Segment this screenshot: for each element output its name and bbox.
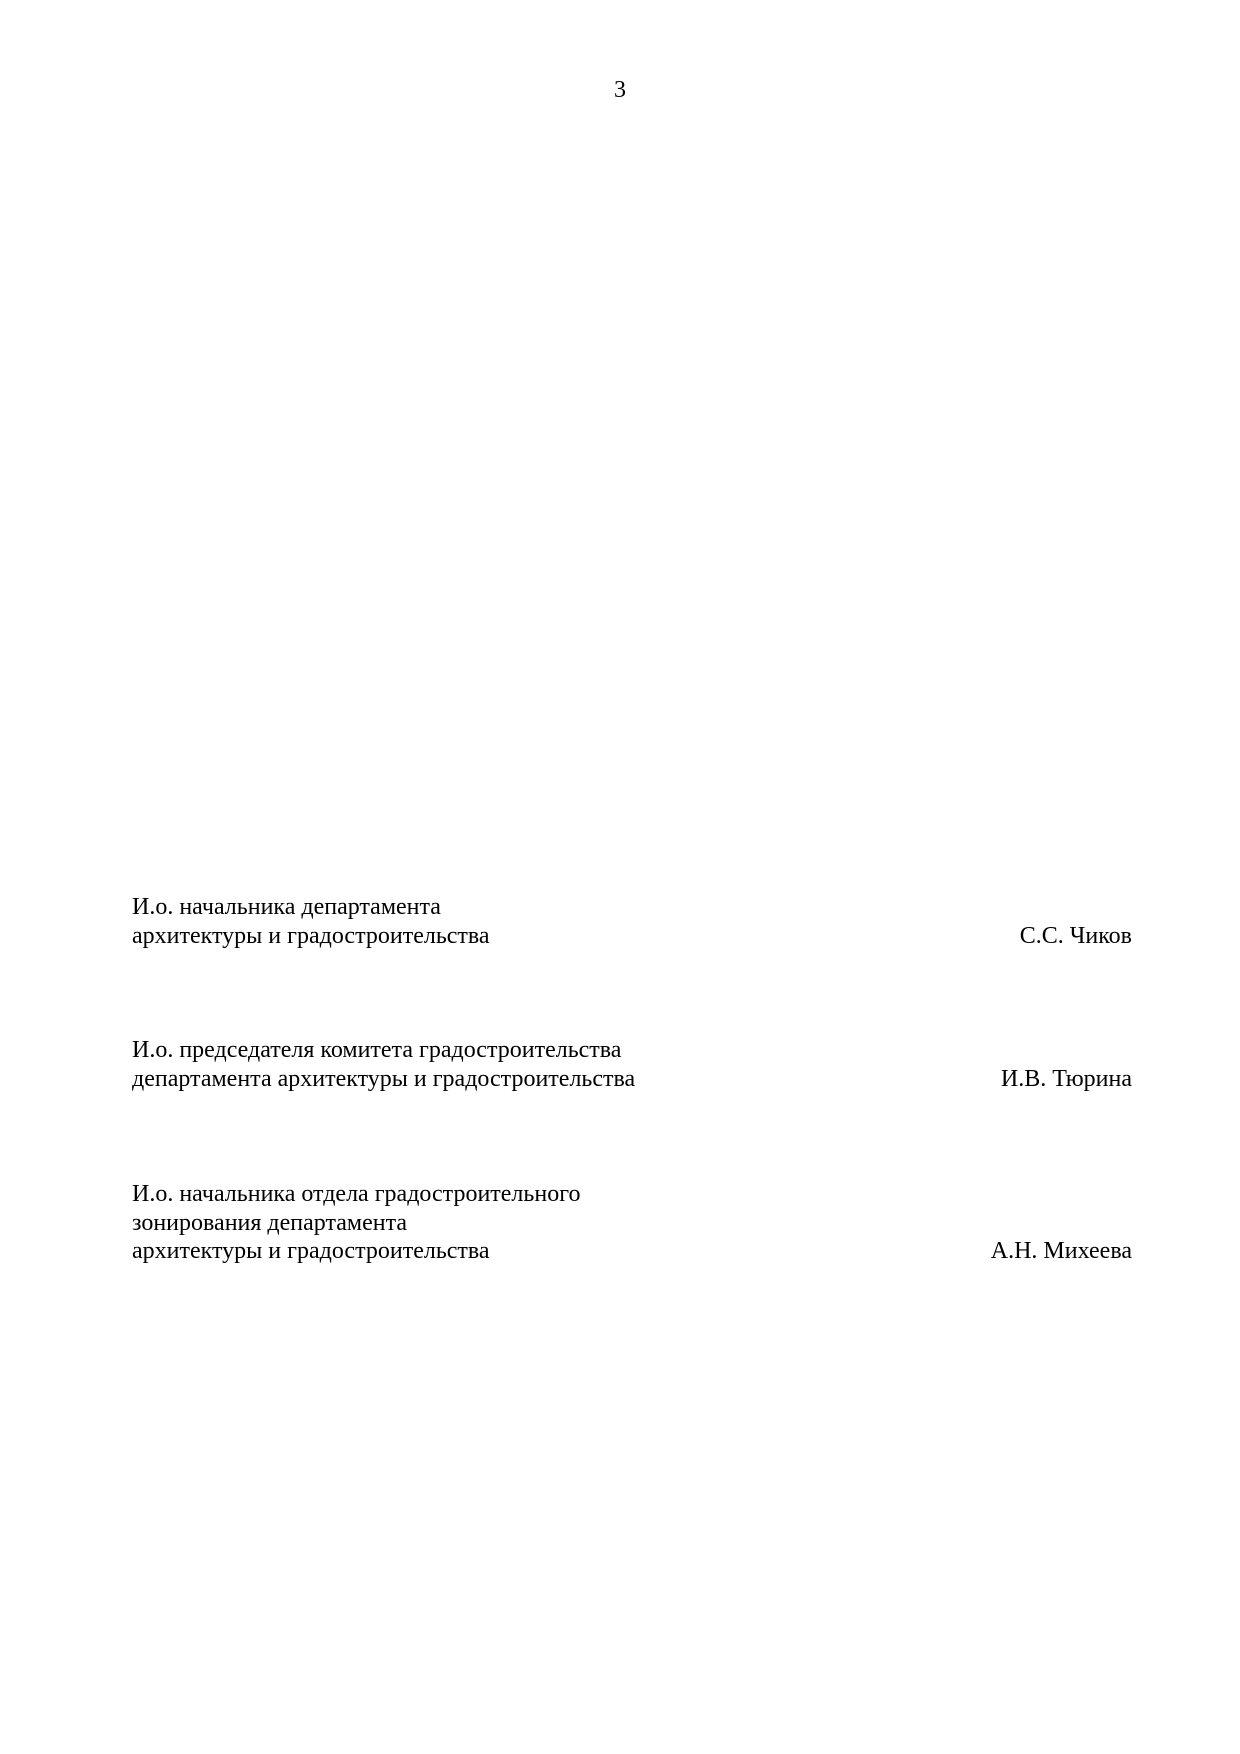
position-line: архитектуры и градостроительства <box>132 922 490 949</box>
signer-name: И.В. Тюрина <box>1000 1065 1132 1092</box>
position-line: архитектуры и градостроительства <box>132 1238 490 1264</box>
signature-block <box>132 893 1132 950</box>
position-line: И.о. начальника отдела градостроительного <box>132 1181 581 1207</box>
position-line: департамента архитектуры и градостроительства <box>132 1065 636 1092</box>
position-line: И.о. начальника департамента <box>132 894 441 920</box>
page-number: 3 <box>614 77 626 103</box>
position-line: зонирования департамента <box>132 1209 408 1236</box>
signature-block <box>132 1036 1132 1093</box>
signer-position <box>132 893 1132 950</box>
signer-position <box>132 1180 1132 1266</box>
signer-name: А.Н. Михеева <box>990 1238 1132 1264</box>
signature-block <box>132 1180 1132 1266</box>
signer-position <box>132 1036 1132 1093</box>
position-line: И.о. председателя комитета градостроительства <box>132 1037 622 1063</box>
signer-name: С.С. Чиков <box>1019 922 1132 949</box>
